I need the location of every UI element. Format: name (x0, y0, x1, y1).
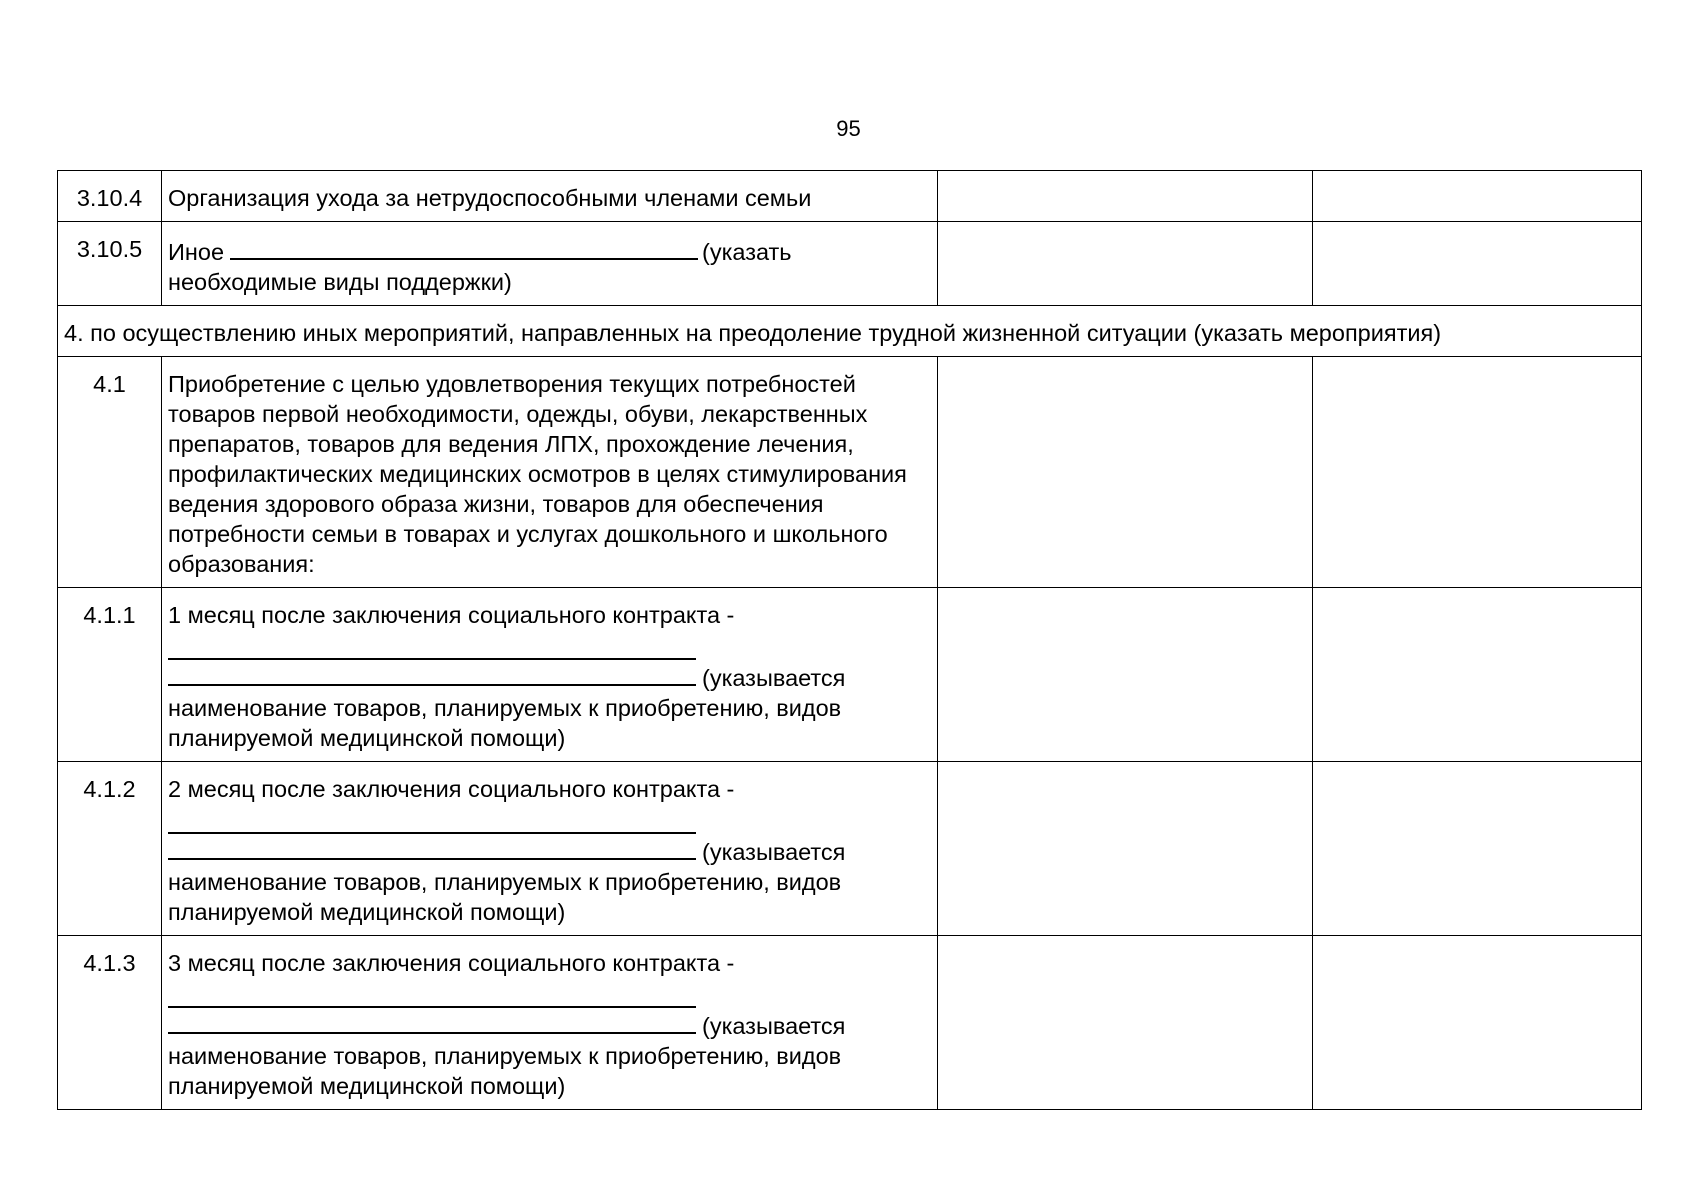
row-description: Организация ухода за нетрудоспособными членами семьи (162, 171, 938, 222)
row-text: 3 месяц после заключения социального контракта - (168, 950, 735, 976)
row-text: (указывается (702, 839, 846, 865)
table-row (58, 936, 1642, 1110)
row-number: 4.1.1 (58, 588, 162, 762)
table-row (58, 222, 1642, 306)
table-row (58, 762, 1642, 936)
empty-cell[interactable] (938, 171, 1313, 222)
empty-cell[interactable] (938, 357, 1313, 588)
fill-in-line[interactable] (168, 978, 696, 1008)
fill-in-line[interactable] (168, 630, 696, 660)
fill-in-line[interactable] (168, 1008, 696, 1034)
empty-cell[interactable] (938, 222, 1313, 306)
empty-cell[interactable] (938, 588, 1313, 762)
row-description (162, 222, 938, 306)
row-text: (указывается (702, 665, 846, 691)
table-row (58, 171, 1642, 222)
row-number: 4.1 (58, 357, 162, 588)
row-description (162, 762, 938, 936)
fill-in-line[interactable] (168, 834, 696, 860)
plan-table (57, 170, 1642, 1110)
row-text: наименование товаров, планируемых к приобретению, видов планируемой медицинской помощи) (168, 869, 842, 925)
row-number: 3.10.4 (58, 171, 162, 222)
empty-cell[interactable] (1313, 936, 1642, 1110)
table-row (58, 588, 1642, 762)
row-text: 2 месяц после заключения социального контракта - (168, 776, 735, 802)
row-text: необходимые виды поддержки) (168, 269, 512, 295)
row-number: 4.1.2 (58, 762, 162, 936)
fill-in-line[interactable] (168, 660, 696, 686)
row-number: 4.1.3 (58, 936, 162, 1110)
row-text: (указывается (702, 1013, 846, 1039)
row-description: Приобретение с целью удовлетворения текущих потребностей товаров первой необходимости, одежды, обуви, лекарственных препаратов, товаров для ведения ЛПХ, прохождение лечения, профилактических медицинских осмотров в целях стимулирования ведения здорового образа жизни, товаров для обеспечения потребности семьи в товарах и услугах дошкольного и школьного образования: (162, 357, 938, 588)
row-description (162, 588, 938, 762)
empty-cell[interactable] (1313, 222, 1642, 306)
row-number: 3.10.5 (58, 222, 162, 306)
table-row (58, 357, 1642, 588)
row-text: Иное (168, 239, 225, 265)
empty-cell[interactable] (1313, 588, 1642, 762)
page-number: 95 (836, 116, 861, 141)
empty-cell[interactable] (1313, 171, 1642, 222)
row-description (162, 936, 938, 1110)
section-heading: 4. по осуществлению иных мероприятий, направленных на преодоление трудной жизненной ситуации (указать мероприятия) (58, 306, 1642, 357)
empty-cell[interactable] (938, 936, 1313, 1110)
row-text: 1 месяц после заключения социального контракта - (168, 602, 735, 628)
empty-cell[interactable] (1313, 357, 1642, 588)
empty-cell[interactable] (938, 762, 1313, 936)
section-row (58, 306, 1642, 357)
row-text: (указать (702, 239, 792, 265)
row-text: наименование товаров, планируемых к приобретению, видов планируемой медицинской помощи) (168, 695, 842, 751)
fill-in-line[interactable] (168, 804, 696, 834)
fill-in-line[interactable] (230, 234, 698, 260)
empty-cell[interactable] (1313, 762, 1642, 936)
row-text: наименование товаров, планируемых к приобретению, видов планируемой медицинской помощи) (168, 1043, 842, 1099)
